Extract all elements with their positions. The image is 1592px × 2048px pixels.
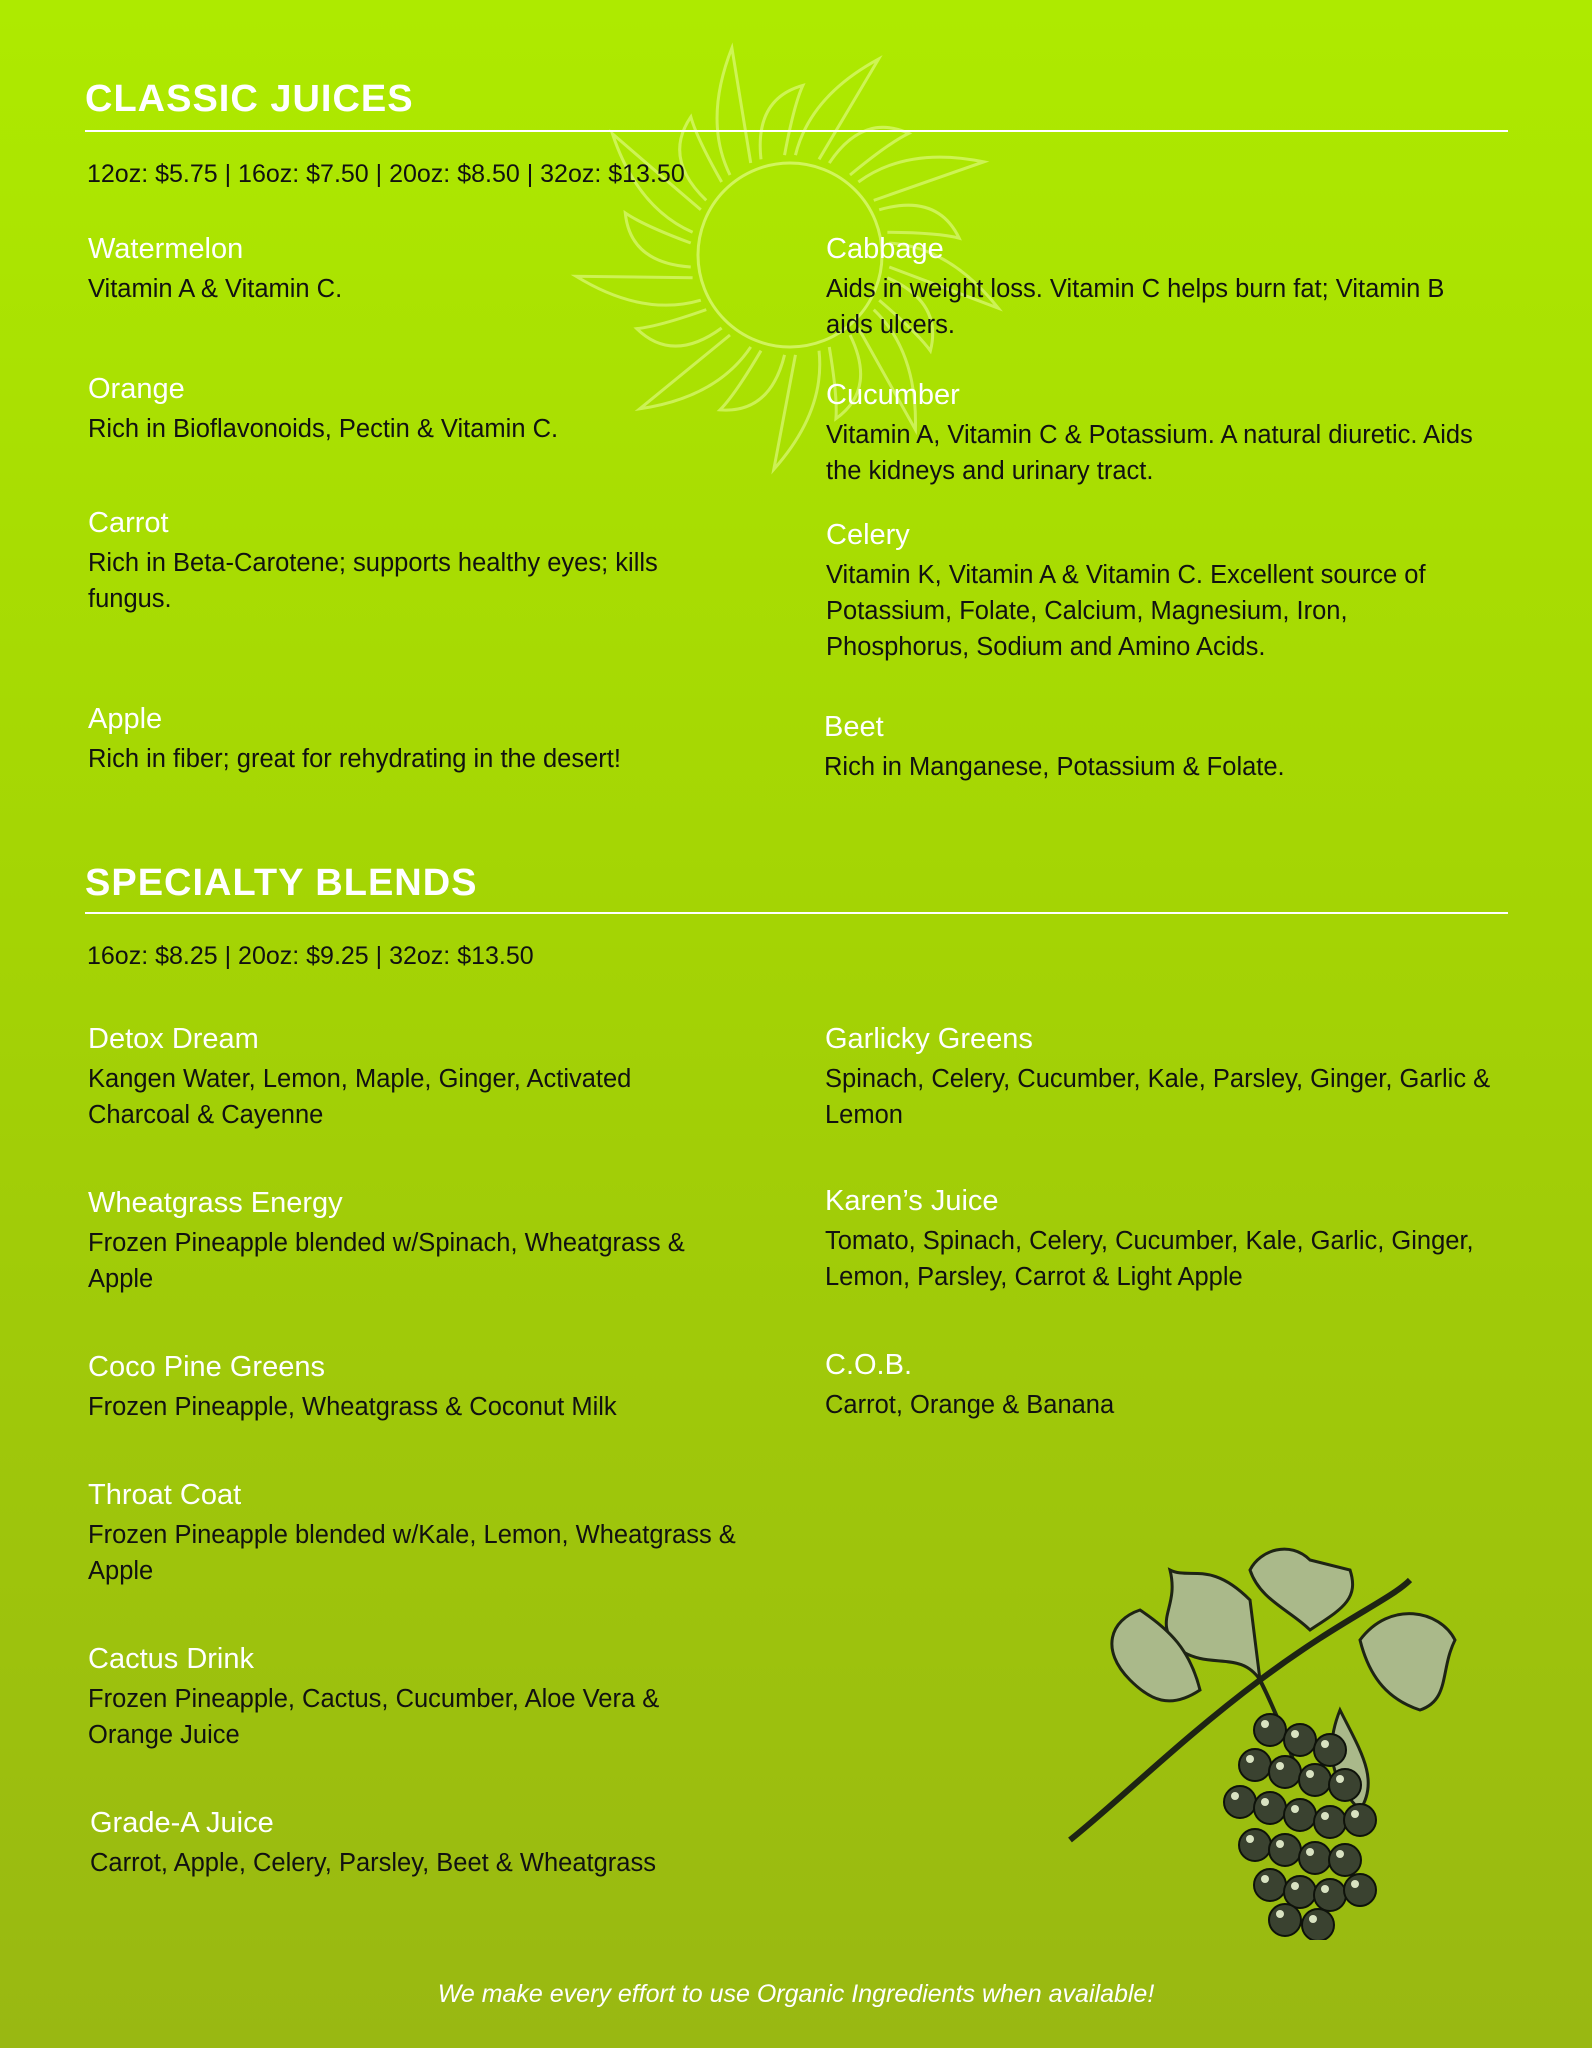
- grape-highlight: [1291, 1882, 1299, 1890]
- grape-berry: [1284, 1876, 1316, 1908]
- sun-ray: [795, 59, 878, 159]
- menu-item: [826, 232, 1476, 343]
- item-name: C.O.B.: [825, 1349, 913, 1381]
- grapes-illustration: [1060, 1540, 1480, 1940]
- item-description: Aids in weight loss. Vitamin C helps burn fat; Vitamin B aids ulcers.: [826, 274, 1445, 339]
- grape-berry: [1254, 1792, 1286, 1824]
- grape-highlight: [1276, 1840, 1284, 1848]
- sun-ray: [637, 310, 722, 346]
- item-description: Rich in Manganese, Potassium & Folate.: [824, 752, 1285, 781]
- grape-highlight: [1351, 1880, 1359, 1888]
- item-description: Frozen Pineapple blended w/Kale, Lemon, Wheatgrass & Apple: [88, 1520, 736, 1585]
- item-description: Frozen Pineapple, Wheatgrass & Coconut Milk: [88, 1392, 617, 1421]
- item-name: Coco Pine Greens: [88, 1351, 325, 1383]
- grape-highlight: [1321, 1885, 1329, 1893]
- menu-item: [825, 1348, 1475, 1423]
- specialty-blends-divider: [85, 912, 1508, 914]
- menu-item: [88, 1642, 738, 1753]
- grape-berry: [1269, 1834, 1301, 1866]
- item-name: Cucumber: [826, 379, 960, 411]
- item-name: Garlicky Greens: [825, 1023, 1033, 1055]
- grape-berry: [1329, 1769, 1361, 1801]
- item-description: Spinach, Celery, Cucumber, Kale, Parsley, Ginger, Garlic & Lemon: [825, 1064, 1491, 1129]
- grape-berry: [1314, 1806, 1346, 1838]
- menu-item: [90, 1806, 790, 1881]
- sun-ray: [858, 157, 983, 200]
- grape-highlight: [1246, 1835, 1254, 1843]
- classic-juices-heading: CLASSIC JUICES: [85, 78, 414, 120]
- item-description: Rich in fiber; great for rehydrating in the desert!: [88, 744, 621, 773]
- grape-highlight: [1336, 1850, 1344, 1858]
- item-description: Rich in Beta-Carotene; supports healthy eyes; kills fungus.: [88, 548, 658, 613]
- item-name: Celery: [826, 519, 910, 551]
- menu-item: [826, 378, 1476, 489]
- sun-ray: [829, 127, 909, 175]
- menu-item: [824, 710, 1474, 785]
- item-description: Frozen Pineapple, Cactus, Cucumber, Aloe Vera & Orange Juice: [88, 1684, 660, 1749]
- item-name: Detox Dream: [88, 1023, 259, 1055]
- grape-highlight: [1276, 1910, 1284, 1918]
- item-name: Carrot: [88, 507, 169, 539]
- grape-berry: [1344, 1874, 1376, 1906]
- grape-berry: [1269, 1756, 1301, 1788]
- item-description: Frozen Pineapple blended w/Spinach, Wheatgrass & Apple: [88, 1228, 685, 1293]
- grape-berry: [1269, 1904, 1301, 1936]
- menu-item: [88, 372, 738, 447]
- grape-highlight: [1291, 1730, 1299, 1738]
- grape-berry: [1299, 1842, 1331, 1874]
- item-description: Vitamin A & Vitamin C.: [88, 274, 343, 303]
- item-name: Grade-A Juice: [90, 1807, 274, 1839]
- menu-item: [88, 1186, 738, 1297]
- menu-item: [88, 1350, 738, 1425]
- menu-item: [88, 1022, 738, 1133]
- grape-highlight: [1246, 1755, 1254, 1763]
- grape-highlight: [1231, 1792, 1239, 1800]
- grape-highlight: [1261, 1875, 1269, 1883]
- grape-highlight: [1276, 1762, 1284, 1770]
- organic-note: We make every effort to use Organic Ingredients when available!: [437, 1980, 1155, 2008]
- grape-berry: [1239, 1749, 1271, 1781]
- grape-highlight: [1306, 1770, 1314, 1778]
- item-name: Wheatgrass Energy: [88, 1187, 343, 1219]
- specialty-blends-prices: 16oz: $8.25 | 20oz: $9.25 | 32oz: $13.50: [87, 942, 534, 970]
- item-description: Vitamin A, Vitamin C & Potassium. A natural diuretic. Aids the kidneys and urinary tract.: [826, 420, 1473, 485]
- classic-juices-divider: [85, 130, 1508, 132]
- grape-highlight: [1336, 1775, 1344, 1783]
- item-description: Carrot, Apple, Celery, Parsley, Beet & Wheatgrass: [90, 1848, 656, 1877]
- item-name: Orange: [88, 373, 185, 405]
- grape-berry: [1239, 1829, 1271, 1861]
- grape-berry: [1314, 1734, 1346, 1766]
- menu-item: [825, 1022, 1525, 1133]
- menu-item: [88, 506, 738, 617]
- grape-highlight: [1321, 1812, 1329, 1820]
- grape-berry: [1254, 1714, 1286, 1746]
- item-description: Vitamin K, Vitamin A & Vitamin C. Excellent source of Potassium, Folate, Calcium, Magnesium, Iron, Phosphorus, Sodium and Amino Acids.: [826, 560, 1426, 661]
- item-name: Cactus Drink: [88, 1643, 254, 1675]
- grape-highlight: [1261, 1798, 1269, 1806]
- grape-highlight: [1321, 1740, 1329, 1748]
- item-name: Watermelon: [88, 233, 244, 265]
- item-name: Apple: [88, 703, 163, 735]
- grape-berry: [1284, 1724, 1316, 1756]
- grape-berry: [1302, 1909, 1334, 1940]
- grape-berry: [1254, 1869, 1286, 1901]
- sun-ray: [717, 48, 751, 175]
- menu-item: [88, 232, 738, 307]
- item-description: Rich in Bioflavonoids, Pectin & Vitamin C.: [88, 414, 559, 443]
- menu-item: [825, 1184, 1525, 1295]
- item-name: Karen’s Juice: [825, 1185, 999, 1217]
- grape-berry: [1284, 1799, 1316, 1831]
- item-name: Throat Coat: [88, 1479, 242, 1511]
- menu-item: [88, 1478, 738, 1589]
- item-description: Carrot, Orange & Banana: [825, 1390, 1115, 1419]
- grape-highlight: [1291, 1805, 1299, 1813]
- grape-highlight: [1351, 1810, 1359, 1818]
- item-name: Cabbage: [826, 233, 944, 265]
- item-description: Kangen Water, Lemon, Maple, Ginger, Activated Charcoal & Cayenne: [88, 1064, 632, 1129]
- item-name: Beet: [824, 711, 884, 743]
- grape-berry: [1299, 1764, 1331, 1796]
- grape-berry: [1224, 1786, 1256, 1818]
- grape-berry: [1344, 1804, 1376, 1836]
- classic-juices-prices: 12oz: $5.75 | 16oz: $7.50 | 20oz: $8.50 | 32oz: $13.50: [87, 160, 685, 188]
- menu-item: [826, 518, 1476, 665]
- menu-item: [88, 702, 738, 777]
- grape-highlight: [1261, 1720, 1269, 1728]
- item-description: Tomato, Spinach, Celery, Cucumber, Kale, Garlic, Ginger, Lemon, Parsley, Carrot & Light Apple: [825, 1226, 1474, 1291]
- specialty-blends-heading: SPECIALTY BLENDS: [85, 862, 478, 904]
- grape-berry: [1329, 1844, 1361, 1876]
- grape-berry: [1314, 1879, 1346, 1911]
- grape-highlight: [1306, 1848, 1314, 1856]
- grape-highlight: [1309, 1915, 1317, 1923]
